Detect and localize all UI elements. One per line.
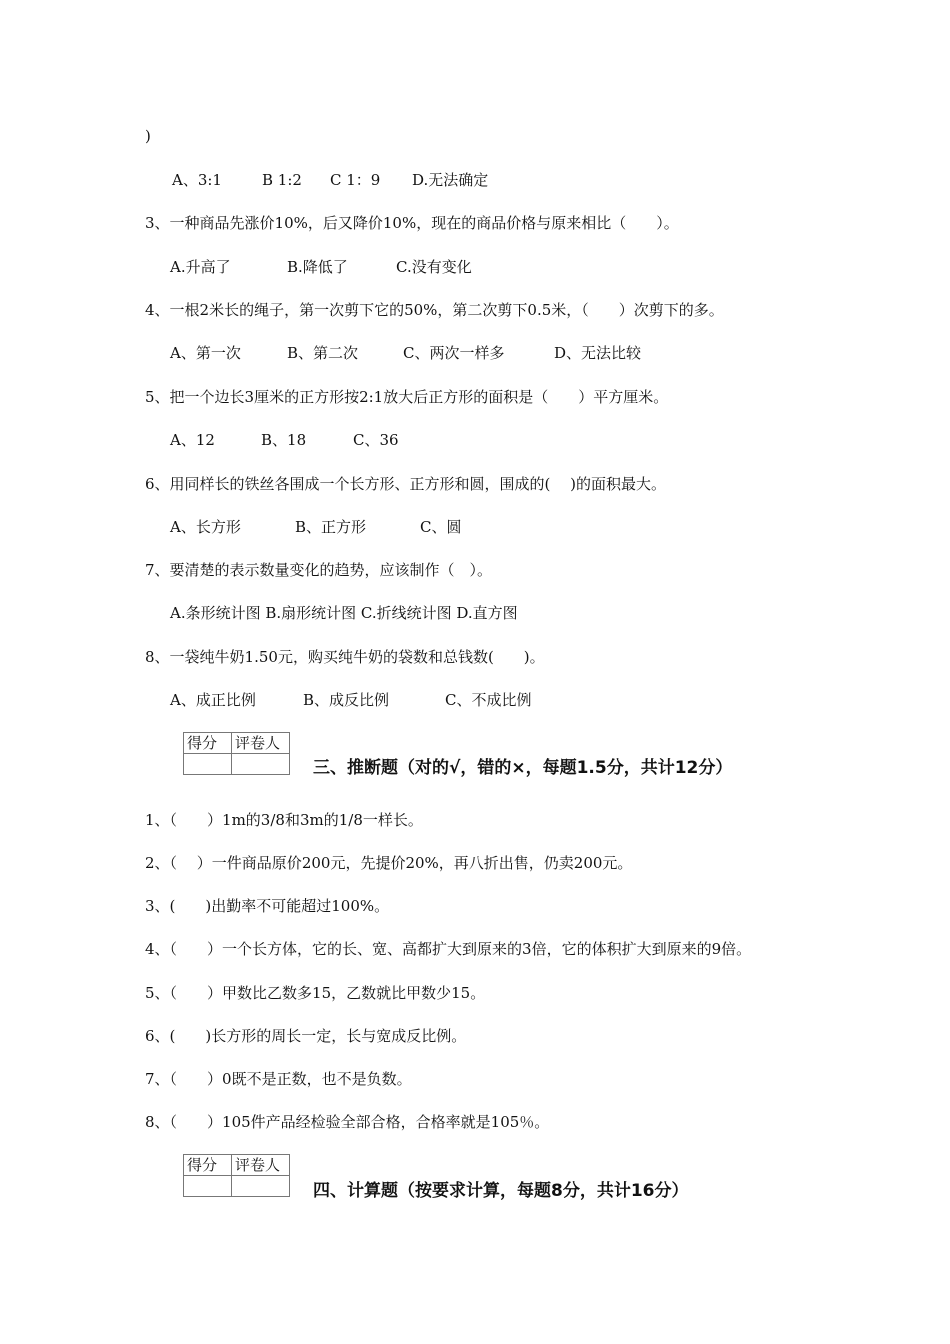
q2-option-b: B 1:2 [262, 171, 302, 189]
judgment-item-4: 4、（ ）一个长方体，它的长、宽、高都扩大到原来的3倍，它的体积扩大到原来的9倍。 [145, 940, 752, 958]
judgment-item-2: 2、（ ）一件商品原价200元，先提价20%，再八折出售，仍卖200元。 [145, 854, 633, 872]
q4-option-d: D、无法比较 [554, 344, 642, 362]
q3-option-a: A.升高了 [170, 258, 231, 276]
q4-option-a: A、第一次 [170, 344, 241, 362]
question-3: 3、一种商品先涨价10%，后又降价10%，现在的商品价格与原来相比（ ）。 [145, 214, 679, 232]
judgment-item-6: 6、( )长方形的周长一定，长与宽成反比例。 [145, 1027, 467, 1045]
question-fragment: ) [145, 127, 151, 145]
judgment-item-8: 8、（ ）105件产品经检验全部合格，合格率就是105％。 [145, 1113, 550, 1131]
q8-option-b: B、成反比例 [303, 691, 390, 709]
grader-cell [232, 754, 290, 775]
q8-option-c: C、不成比例 [445, 691, 532, 709]
q4-option-c: C、两次一样多 [403, 344, 505, 362]
q4-option-b: B、第二次 [287, 344, 359, 362]
q8-option-a: A、成正比例 [170, 691, 256, 709]
judgment-item-1: 1、（ ）1m的3/8和3m的1/8一样长。 [145, 811, 423, 829]
section-3-title: 三、推断题（对的√，错的×，每题1.5分，共计12分） [313, 758, 733, 778]
score-box-section-4 [183, 1154, 290, 1197]
score-label: 得分 [184, 1155, 232, 1176]
q5-option-a: A、12 [170, 431, 215, 449]
question-7: 7、要清楚的表示数量变化的趋势，应该制作（ ）。 [145, 561, 493, 579]
q3-option-b: B.降低了 [287, 258, 348, 276]
q6-option-b: B、正方形 [295, 518, 367, 536]
question-6: 6、用同样长的铁丝各围成一个长方形、正方形和圆，围成的( )的面积最大。 [145, 475, 667, 493]
q5-option-c: C、36 [353, 431, 399, 449]
q5-option-b: B、18 [261, 431, 307, 449]
q2-option-d: D.无法确定 [412, 171, 489, 189]
section-4-title: 四、计算题（按要求计算，每题8分，共计16分） [313, 1181, 689, 1201]
score-cell [184, 1176, 232, 1197]
q3-option-c: C.没有变化 [396, 258, 472, 276]
judgment-item-7: 7、（ ）0既不是正数，也不是负数。 [145, 1070, 412, 1088]
question-8: 8、一袋纯牛奶1.50元，购买纯牛奶的袋数和总钱数( )。 [145, 648, 545, 666]
score-box-section-3 [183, 732, 290, 775]
question-4: 4、一根2米长的绳子，第一次剪下它的50%，第二次剪下0.5米，（ ）次剪下的多。 [145, 301, 724, 319]
grader-label: 评卷人 [232, 1155, 290, 1176]
grader-cell [232, 1176, 290, 1197]
judgment-item-5: 5、（ ）甲数比乙数多15，乙数就比甲数少15。 [145, 984, 486, 1002]
q2-option-c: C 1：9 [330, 171, 381, 189]
q6-option-a: A、长方形 [170, 518, 241, 536]
judgment-item-3: 3、( )出勤率不可能超过100%。 [145, 897, 390, 915]
q7-options: A.条形统计图 B.扇形统计图 C.折线统计图 D.直方图 [170, 604, 518, 622]
score-label: 得分 [184, 733, 232, 754]
q2-option-a: A、3:1 [172, 171, 222, 189]
question-5: 5、把一个边长3厘米的正方形按2:1放大后正方形的面积是（ ）平方厘米。 [145, 388, 669, 406]
q6-option-c: C、圆 [420, 518, 462, 536]
grader-label: 评卷人 [232, 733, 290, 754]
score-cell [184, 754, 232, 775]
